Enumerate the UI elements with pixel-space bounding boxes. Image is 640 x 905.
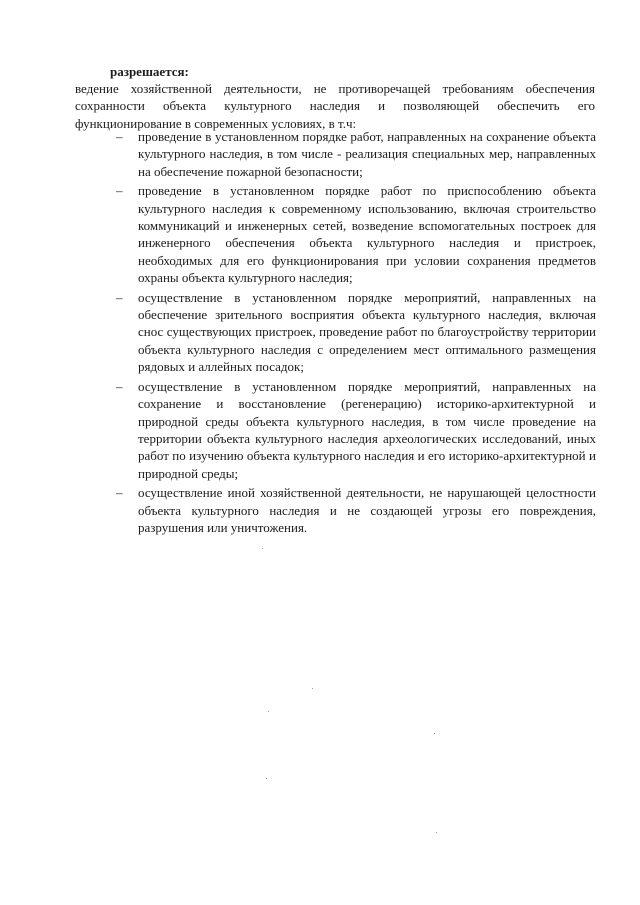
- permitted-activities-list: [0, 128, 640, 536]
- scan-speck: [436, 832, 437, 833]
- list-item: [0, 128, 640, 180]
- scan-speck: [262, 548, 263, 549]
- scan-speck: [266, 778, 267, 779]
- list-item: [0, 182, 640, 286]
- list-item-text: осуществление иной хозяйственной деятельности, не нарушающей целостности объекта культурного наследия и не создающей угрозы его повреждения, разрушения или уничтожения.: [138, 485, 596, 535]
- intro-paragraph: ведение хозяйственной деятельности, не противоречащей требованиям обеспечения сохранности объекта культурного наследия и позволяющей обеспечить его функционирование в современных условиях, в т.ч:: [75, 81, 595, 131]
- scan-speck: [312, 688, 313, 689]
- list-item: [0, 484, 640, 536]
- bullet-dash: –: [116, 129, 123, 144]
- bullet-dash: –: [116, 485, 123, 501]
- list-item-text: осуществление в установленном порядке мероприятий, направленных на обеспечение зрительного восприятия объекта культурного наследия, включая снос существующих пристроек, проведение работ по благоустройству территории объекта культурного наследия с определением мест оптимального размещения рядовых и аллейных посадок;: [138, 289, 596, 375]
- list-item: [0, 378, 640, 482]
- list-item-text: осуществление в установленном порядке мероприятий, направленных на сохранение и восстановление (регенерацию) историко-архитектурной и природной среды объекта культурного наследия, в том числе проведение на территории объекта культурного наследия археологических исследований, иных работ по изучению объекта культурного наследия и его историко-архитектурной и природной среды;: [138, 378, 596, 481]
- list-item-text: проведение в установленном порядке работ по приспособлению объекта культурного наследия к современному использованию, включая строительство коммуникаций и инженерных сетей, возведение вспомогательных построек для инженерного обеспечения объекта культурного наследия и пристроек, необходимых для его функционирования при условии сохранения предметов охраны объекта культурного наследия;: [138, 183, 596, 286]
- list-item-text: проведение в установленном порядке работ, направленных на сохранение объекта культурного наследия, в том числе - реализация специальных мер, направленных на обеспечение пожарной безопасности;: [138, 129, 596, 179]
- bullet-dash: –: [116, 183, 123, 199]
- section-heading: разрешается:: [110, 64, 189, 79]
- bullet-dash: –: [116, 289, 123, 305]
- scan-speck: [434, 733, 435, 734]
- list-item: [0, 289, 640, 376]
- bullet-dash: –: [116, 378, 123, 394]
- scan-speck: [268, 711, 269, 712]
